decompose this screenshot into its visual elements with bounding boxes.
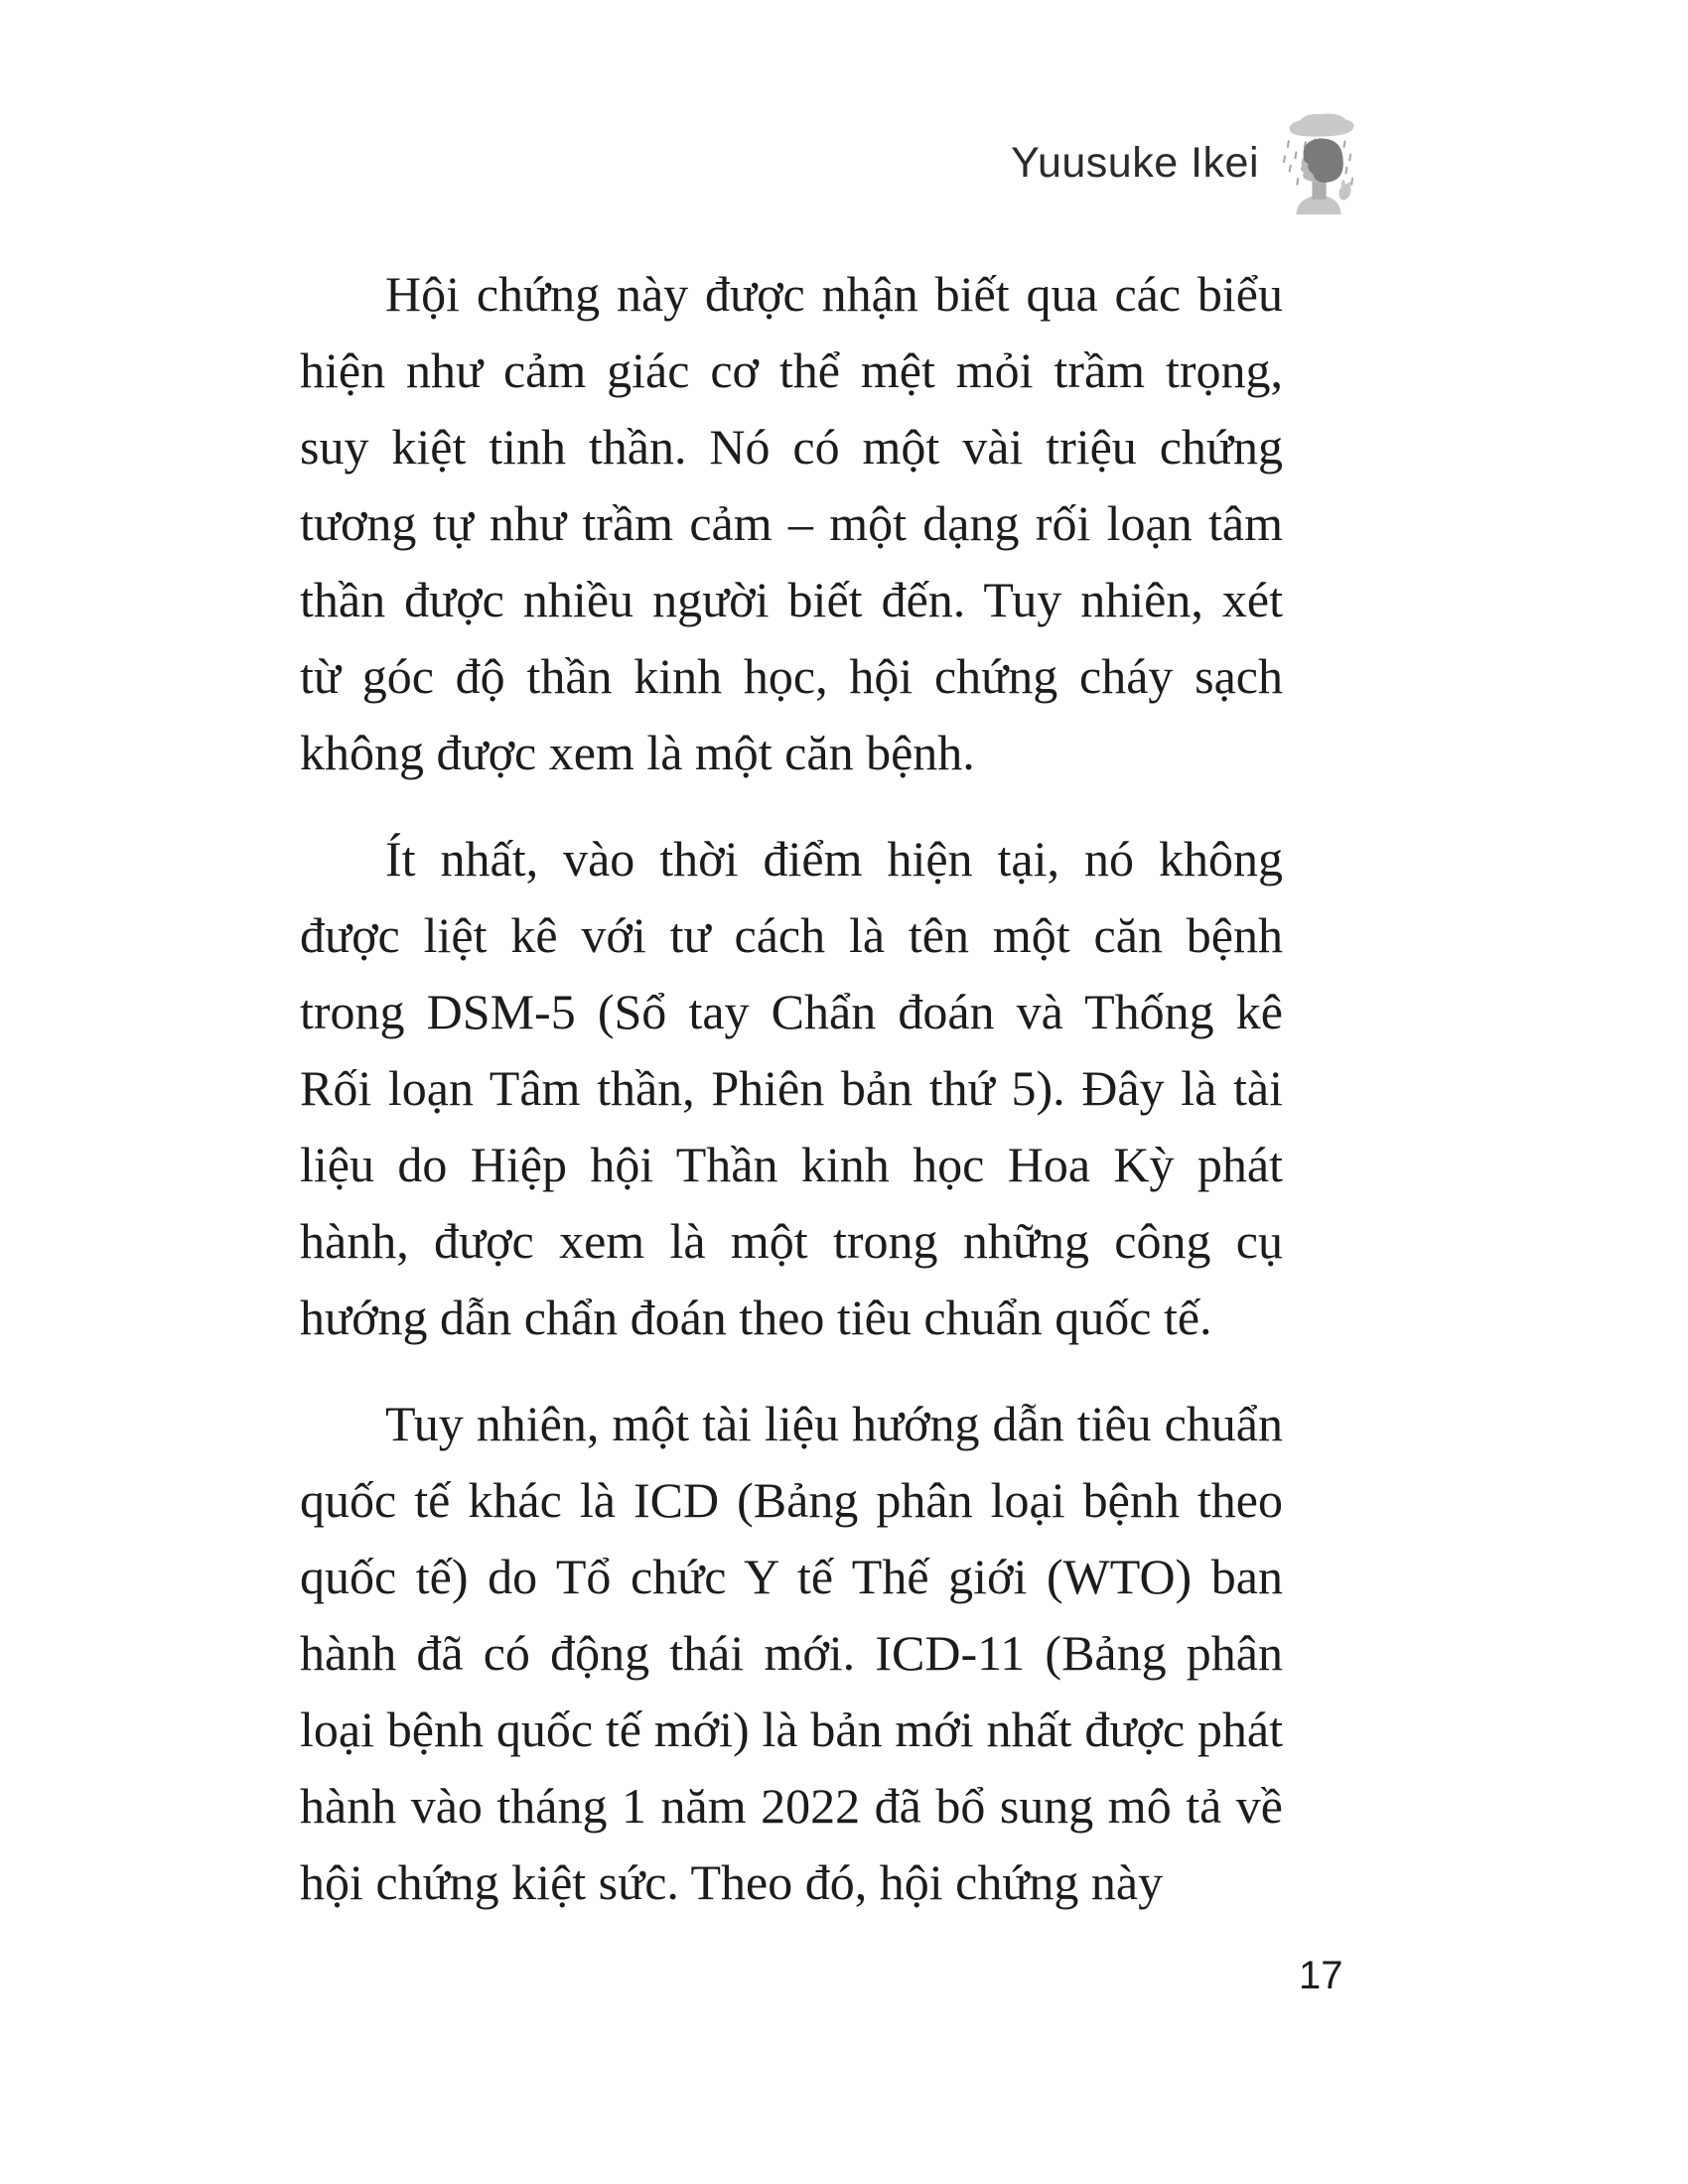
body-paragraph: Hội chứng này được nhận biết qua các biểu hiện như cảm giác cơ thể mệt mỏi trầm trọng, suy kiệt tinh thần. Nó có một vài triệu chứng tương tự như trầm cảm – một dạng rối loạn tâm thần được nhiều người biết đến. Tuy nhiên, xét từ góc độ thần kinh học, hội chứng cháy sạch không được xem là một căn bệnh.	[300, 266, 1283, 780]
author-name: Yuusuke Ikei	[1011, 138, 1259, 187]
body-paragraph: Ít nhất, vào thời điểm hiện tại, nó không được liệt kê với tư cách là tên một căn bệnh trong DSM-5 (Sổ tay Chẩn đoán và Thống kê Rối loạn Tâm thần, Phiên bản thứ 5). Đây là tài liệu do Hiệp hội Thần kinh học Hoa Kỳ phát hành, được xem là một trong những công cụ hướng dẫn chẩn đoán theo tiêu chuẩn quốc tế.	[300, 831, 1283, 1345]
page-number: 17	[1299, 1954, 1343, 1997]
body-paragraph: Tuy nhiên, một tài liệu hướng dẫn tiêu chuẩn quốc tế khác là ICD (Bảng phân loại bệnh theo quốc tế) do Tổ chức Y tế Thế giới (WTO) ban hành đã có động thái mới. ICD-11 (Bảng phân loại bệnh quốc tế mới) là bản mới nhất được phát hành vào tháng 1 năm 2022 đã bổ sung mô tả về hội chứng kiệt sức. Theo đó, hội chứng này	[300, 1396, 1283, 1910]
rain-cloud-person-icon	[1277, 111, 1362, 214]
page-header	[1011, 111, 1362, 214]
page-body	[300, 256, 1283, 1951]
